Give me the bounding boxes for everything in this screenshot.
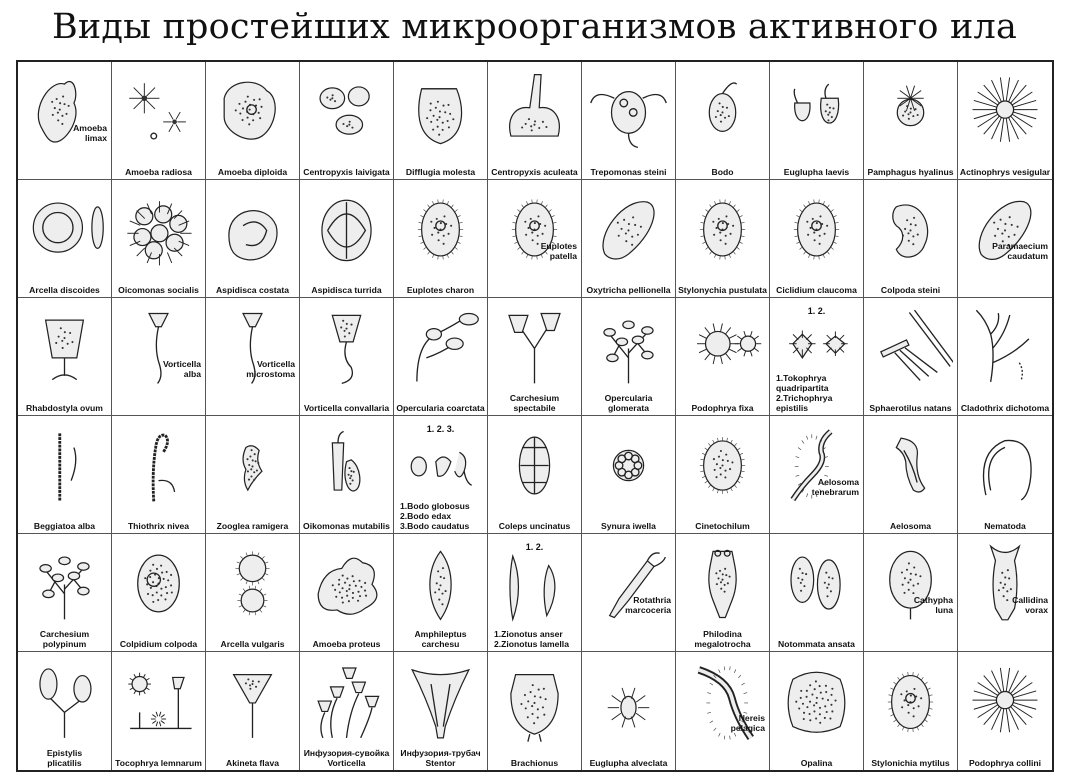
organism-drawing bbox=[398, 656, 483, 748]
organism-label: Aspidisca turrida bbox=[311, 285, 382, 295]
organism-drawing bbox=[868, 538, 953, 629]
organism-cell bbox=[676, 652, 770, 770]
organism-drawing bbox=[962, 420, 1048, 511]
organism-label: Arcella discoides bbox=[29, 285, 100, 295]
organism-label: Podophrya collini bbox=[968, 758, 1042, 768]
organism-cell bbox=[18, 180, 112, 298]
organism-grid bbox=[16, 60, 1054, 772]
organism-cell bbox=[582, 180, 676, 298]
organism-drawing bbox=[22, 302, 107, 393]
organism-label: Bodo bbox=[711, 167, 734, 177]
organism-drawing bbox=[680, 184, 765, 275]
organism-label: Aelosoma bbox=[889, 521, 932, 531]
organism-label: Arcella vulgaris bbox=[220, 639, 285, 649]
organism-label: Trepomonas steini bbox=[590, 167, 667, 177]
organism-label: Difflugia molesta bbox=[405, 167, 476, 177]
organism-label: Stylonichia mytilus bbox=[871, 758, 950, 768]
organism-cell bbox=[958, 62, 1052, 180]
organism-cell bbox=[676, 534, 770, 652]
organism-cell bbox=[676, 416, 770, 534]
organism-label: Akineta flava bbox=[225, 758, 280, 768]
organism-drawing bbox=[680, 66, 765, 157]
organism-label: Amoeba proteus bbox=[312, 639, 381, 649]
organism-drawing bbox=[116, 66, 201, 157]
organism-drawing bbox=[962, 184, 1048, 275]
organism-drawing bbox=[304, 66, 389, 157]
organism-drawing bbox=[116, 184, 201, 275]
organism-label: Amoeba diploida bbox=[217, 167, 288, 177]
organism-drawing bbox=[586, 656, 671, 748]
organism-cell bbox=[394, 534, 488, 652]
organism-drawing bbox=[398, 184, 483, 275]
organism-drawing bbox=[962, 538, 1048, 629]
organism-drawing bbox=[304, 184, 389, 275]
organism-cell bbox=[206, 416, 300, 534]
organism-cell bbox=[864, 416, 958, 534]
organism-label: 1.Tokophrya quadripartita 2.Trichophrya epistilis bbox=[776, 373, 833, 413]
organism-cell bbox=[300, 534, 394, 652]
organism-label: Coleps uncinatus bbox=[498, 521, 571, 531]
organism-drawing bbox=[868, 656, 953, 748]
organism-drawing bbox=[210, 66, 295, 157]
organism-drawing bbox=[680, 656, 765, 748]
organism-drawing bbox=[680, 420, 765, 511]
organism-drawing bbox=[962, 302, 1048, 393]
organism-drawing bbox=[492, 66, 577, 157]
organism-drawing bbox=[680, 302, 765, 393]
organism-cell bbox=[300, 180, 394, 298]
organism-cell bbox=[676, 62, 770, 180]
organism-cell bbox=[958, 534, 1052, 652]
organism-label: Aelosoma tenebrarum bbox=[811, 476, 859, 497]
organism-label: Opalina bbox=[800, 758, 833, 768]
organism-cell bbox=[958, 180, 1052, 298]
organism-cell bbox=[770, 62, 864, 180]
organism-label: Opercularia coarctata bbox=[396, 403, 485, 413]
organism-drawing bbox=[304, 656, 389, 748]
organism-label: Brachionus bbox=[510, 758, 559, 768]
organism-cell bbox=[394, 180, 488, 298]
organism-cell bbox=[300, 62, 394, 180]
organism-cell bbox=[206, 534, 300, 652]
organism-label: 1.Zionotus anser 2.Zionotus lamella bbox=[494, 629, 569, 649]
organism-drawing bbox=[116, 656, 201, 748]
organism-cell bbox=[394, 298, 488, 416]
organism-drawing bbox=[116, 538, 201, 629]
organism-label: Rhabdostyla ovum bbox=[26, 403, 103, 413]
organism-cell bbox=[300, 298, 394, 416]
organism-cell bbox=[770, 534, 864, 652]
organism-cell bbox=[582, 298, 676, 416]
organism-drawing bbox=[210, 538, 295, 629]
organism-label: Rotathria marcoceria bbox=[625, 594, 671, 615]
organism-drawing bbox=[304, 302, 389, 393]
organism-label: Cladothrix dichotoma bbox=[960, 403, 1050, 413]
organism-cell bbox=[394, 652, 488, 770]
organism-label: Colpidium colpoda bbox=[119, 639, 198, 649]
organism-cell bbox=[488, 534, 582, 652]
organism-label: Carchesium polypinum bbox=[39, 629, 90, 649]
organism-drawing bbox=[22, 656, 107, 748]
organism-cell bbox=[206, 62, 300, 180]
organism-label: Oikomonas mutabilis bbox=[303, 521, 390, 531]
organism-drawing bbox=[210, 302, 295, 393]
organism-label: Paramaecium caudatum bbox=[992, 240, 1048, 261]
organism-label: Carchesium spectabile bbox=[509, 393, 560, 413]
organism-label: Stylonychia pustulata bbox=[678, 285, 767, 295]
organism-cell bbox=[488, 652, 582, 770]
organism-cell bbox=[582, 534, 676, 652]
organism-label: Thiothrix nivea bbox=[127, 521, 190, 531]
organism-cell bbox=[676, 298, 770, 416]
organism-cell bbox=[18, 298, 112, 416]
organism-cell bbox=[112, 652, 206, 770]
organism-cell bbox=[394, 416, 488, 534]
organism-drawing bbox=[492, 420, 577, 511]
organism-label: Oicomonas socialis bbox=[118, 285, 199, 295]
organism-cell bbox=[676, 180, 770, 298]
organism-label: Callidina vorax bbox=[1012, 594, 1048, 615]
organism-label: Synura iwella bbox=[601, 521, 656, 531]
organism-cell bbox=[112, 298, 206, 416]
organism-label: Vorticella alba bbox=[162, 358, 201, 379]
organism-cell bbox=[488, 180, 582, 298]
organism-label: Centropyxis laivigata bbox=[303, 167, 390, 177]
organism-numbering: 1. 2. bbox=[807, 306, 826, 316]
organism-drawing bbox=[868, 66, 953, 157]
organism-cell bbox=[112, 180, 206, 298]
organism-drawing bbox=[304, 420, 389, 511]
organism-label: Amphileptus carchesu bbox=[414, 629, 467, 649]
organism-cell bbox=[206, 298, 300, 416]
organism-cell bbox=[18, 652, 112, 770]
organism-cell bbox=[864, 298, 958, 416]
organism-label: Notommata ansata bbox=[778, 639, 855, 649]
organism-drawing bbox=[22, 66, 107, 157]
organism-label: Zooglea ramigera bbox=[216, 521, 289, 531]
organism-drawing bbox=[586, 184, 671, 275]
organism-cell bbox=[488, 298, 582, 416]
organism-cell bbox=[300, 652, 394, 770]
organism-drawing bbox=[586, 302, 671, 393]
organism-cell bbox=[582, 62, 676, 180]
organism-drawing bbox=[116, 302, 201, 393]
organism-cell bbox=[770, 652, 864, 770]
organism-cell bbox=[206, 652, 300, 770]
organism-drawing bbox=[492, 656, 577, 748]
organism-cell bbox=[864, 62, 958, 180]
organism-cell bbox=[770, 416, 864, 534]
organism-label: Sphaerotilus natans bbox=[869, 403, 952, 413]
organism-label: Vorticella microstoma bbox=[246, 358, 295, 379]
organism-drawing bbox=[774, 184, 859, 275]
organism-drawing bbox=[210, 420, 295, 511]
organism-cell bbox=[958, 416, 1052, 534]
organism-cell bbox=[18, 534, 112, 652]
organism-label: Инфузория-сувойка Vorticella bbox=[303, 748, 390, 768]
organism-label: Colpoda steini bbox=[880, 285, 941, 295]
organism-drawing bbox=[398, 538, 483, 629]
organism-drawing bbox=[492, 302, 577, 393]
organism-cell bbox=[864, 534, 958, 652]
organism-drawing bbox=[868, 302, 953, 393]
organism-drawing bbox=[22, 184, 107, 275]
organism-label: Amoeba limax bbox=[73, 122, 107, 143]
organism-label: Centropyxis aculeata bbox=[491, 167, 578, 177]
organism-cell bbox=[958, 652, 1052, 770]
organism-label: Podophrya fixa bbox=[691, 403, 754, 413]
organism-numbering: 1. 2. 3. bbox=[426, 424, 455, 434]
organism-label: Epistylis plicatilis bbox=[46, 748, 83, 768]
organism-drawing bbox=[962, 66, 1048, 157]
organism-label: Pamphagus hyalinus bbox=[867, 167, 954, 177]
organism-cell bbox=[488, 416, 582, 534]
organism-cell bbox=[206, 180, 300, 298]
organism-drawing bbox=[586, 538, 671, 629]
organism-cell bbox=[300, 416, 394, 534]
organism-cell bbox=[18, 416, 112, 534]
organism-drawing bbox=[774, 656, 859, 748]
organism-cell bbox=[770, 298, 864, 416]
organism-label: Ciclidium claucoma bbox=[776, 285, 857, 295]
organism-cell bbox=[582, 652, 676, 770]
organism-label: Cathypha luna bbox=[913, 594, 953, 615]
organism-drawing bbox=[774, 66, 859, 157]
organism-drawing bbox=[586, 420, 671, 511]
organism-label: Nematoda bbox=[984, 521, 1026, 531]
organism-label: Beggiatoa alba bbox=[33, 521, 96, 531]
organism-drawing bbox=[304, 538, 389, 629]
organism-label: Philodina megalotrocha bbox=[694, 629, 751, 649]
organism-drawing bbox=[774, 538, 859, 629]
page-title: Виды простейших микроорганизмов активного ила bbox=[51, 7, 1018, 47]
organism-drawing bbox=[680, 538, 765, 629]
organism-drawing bbox=[868, 184, 953, 275]
organism-label: Oxytricha pellionella bbox=[586, 285, 671, 295]
organism-label: 1.Bodo globosus 2.Bodo edax 3.Bodo caudatus bbox=[400, 501, 470, 531]
organism-label: Cinetochilum bbox=[695, 521, 750, 531]
organism-cell bbox=[770, 180, 864, 298]
organism-drawing bbox=[116, 420, 201, 511]
organism-label: Nereis pelagica bbox=[730, 713, 765, 734]
organism-drawing bbox=[492, 184, 577, 275]
organism-drawing bbox=[586, 66, 671, 157]
organism-label: Инфузория-трубач Stentor bbox=[400, 748, 481, 768]
organism-label: Vorticella convallaria bbox=[303, 403, 390, 413]
organism-label: Euplotes charon bbox=[406, 285, 475, 295]
organism-drawing bbox=[210, 184, 295, 275]
organism-cell bbox=[18, 62, 112, 180]
organism-cell bbox=[864, 652, 958, 770]
organism-drawing bbox=[398, 66, 483, 157]
organism-label: Euglupha alveclata bbox=[589, 758, 668, 768]
organism-cell bbox=[488, 62, 582, 180]
organism-label: Euplotes patella bbox=[540, 240, 577, 261]
organism-drawing bbox=[210, 656, 295, 748]
organism-drawing bbox=[774, 420, 859, 511]
organism-cell bbox=[112, 62, 206, 180]
organism-drawing bbox=[22, 420, 107, 511]
organism-cell bbox=[958, 298, 1052, 416]
organism-cell bbox=[394, 62, 488, 180]
organism-label: Euglupha laevis bbox=[783, 167, 850, 177]
organism-drawing bbox=[962, 656, 1048, 748]
organism-cell bbox=[112, 416, 206, 534]
organism-drawing bbox=[22, 538, 107, 629]
organism-cell bbox=[864, 180, 958, 298]
organism-label: Opercularia glomerata bbox=[604, 393, 653, 413]
organism-label: Tocophrya lemnarum bbox=[115, 758, 202, 768]
organism-drawing bbox=[868, 420, 953, 511]
organism-label: Actinophrys vesigular bbox=[959, 167, 1051, 177]
organism-label: Amoeba radiosa bbox=[125, 167, 192, 177]
organism-label: Aspidisca costata bbox=[215, 285, 290, 295]
organism-drawing bbox=[398, 302, 483, 393]
organism-numbering: 1. 2. bbox=[525, 542, 544, 552]
organism-cell bbox=[112, 534, 206, 652]
organism-cell bbox=[582, 416, 676, 534]
